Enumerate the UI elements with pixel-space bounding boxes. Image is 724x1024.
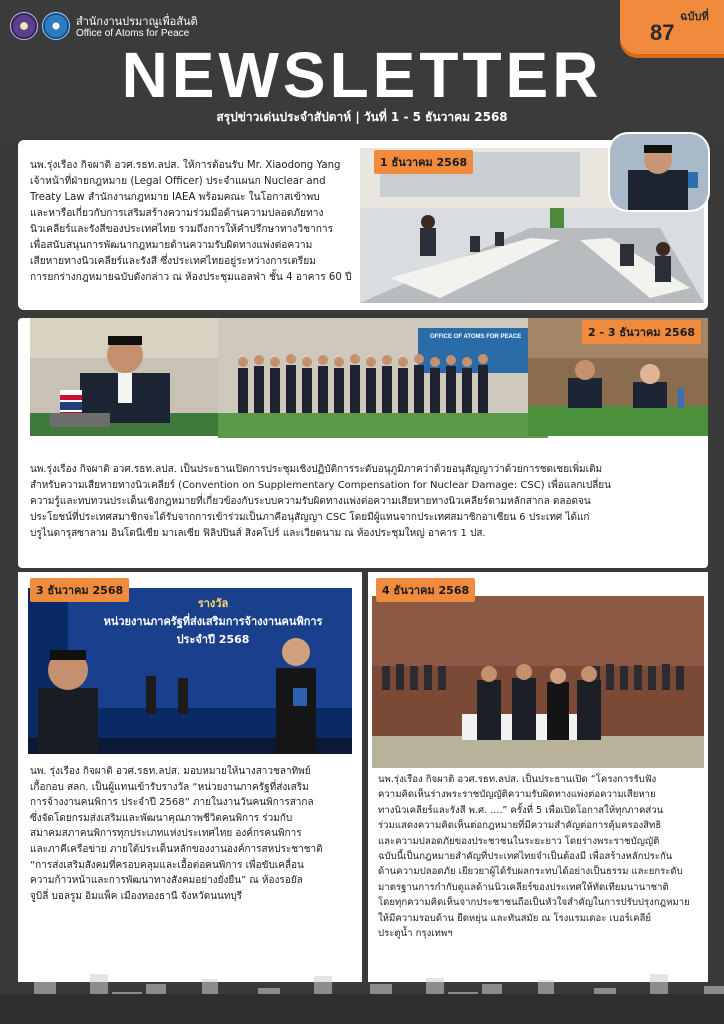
story-1-text	[30, 158, 375, 286]
oap-logo-icon	[10, 12, 38, 40]
text-line: ให้มีความรอบด้าน ยืดหยุ่น และทันสมัย ณ โรงแรมเดอะ เบอร์เคลีย์	[378, 912, 651, 924]
text-line: “การส่งเสริมสังคมที่ครอบคลุมและเอื้อต่อคนพิการ เพื่อขับเคลื่อน	[30, 859, 304, 871]
text-line: นพ. รุ่งเรือง กิจผาติ อวศ.รธท.ลปส. มอบหมายให้นางสาวชลาทิพย์	[30, 766, 311, 777]
story-2-date: 2 - 3 ธันวาคม 2568	[582, 320, 701, 344]
story-4-text	[378, 772, 708, 941]
story-panel-2	[18, 318, 708, 568]
text-line: โดยทุกความคิดเห็นจากประชาชนถือเป็นหัวใจสำคัญในการปรับปรุงกฎหมาย	[378, 897, 690, 909]
newsletter-title: NEWSLETTER	[121, 39, 603, 111]
issue-label: ฉบับที่	[680, 10, 709, 23]
text-line: และหารือเกี่ยวกับการเสริมสร้างความร่วมมือด้านความปลอดภัยทาง	[30, 208, 324, 219]
text-line: ฉบับนี้เป็นกฎหมายสำคัญที่ประเทศไทยจำเป็นต้องมี เพื่อสร้างหลักประกัน	[378, 851, 673, 863]
text-line: นิวเคลียร์และรังสีของประเทศไทย รวมถึงการให้คำปรึกษาทางวิชาการ	[30, 224, 334, 235]
text-line: สำหรับความเสียหายทางนิวเคลียร์ (Convention on Supplementary Compensation for Nuclear Damage: CSC) เพื่อแลกเปลี่ยน	[30, 480, 612, 491]
text-line: ความรู้และทบทวนประเด็นเชิงกฎหมายที่เกี่ยวข้องกับระบบความรับผิดทางแพ่งต่อความเสียหายทางนิวเคลียร์ตามหลักสากล ตลอดจน	[30, 496, 591, 507]
footer-bar	[0, 994, 724, 1024]
text-line: และความปลอดภัยของประชาชนในระยะยาว โดยร่างพระราชบัญญัติ	[378, 835, 660, 847]
text-line: ทางนิวเคลียร์และรังสี พ.ศ. ....” ครั้งที่ 5 เพื่อเปิดโอกาสให้ทุกภาคส่วน	[378, 804, 664, 816]
text-line: บรูไนดารุสซาลาม อินโดนีเซีย มาเลเซีย ฟิลิปปินส์ สิงคโปร์ และเวียดนาม ณ ห้องประชุมใหญ่ อาคาร 1 ปส.	[30, 528, 486, 539]
story-1-date: 1 ธันวาคม 2568	[374, 150, 473, 174]
text-line: เกื้อกอบ สลก. เป็นผู้แทนเข้ารับรางวัล “หน่วยงานภาครัฐที่ส่งเสริม	[30, 781, 309, 793]
text-line: มาตรฐานการกำกับดูแลด้านนิวเคลียร์ของประเทศให้ทัดเทียมนานาชาติ	[378, 881, 669, 893]
story-4-date: 4 ธันวาคม 2568	[376, 578, 475, 602]
newsletter-subtitle: สรุปข่าวเด่นประจำสัปดาห์ | วันที่ 1 - 5 ธันวาคม 2568	[216, 110, 508, 124]
text-line: สมาคมสภาคนพิการทุกประเภทแห่งประเทศไทย องค์กรคนพิการ	[30, 828, 302, 840]
text-line: และภาคีเครือข่าย ภายใต้ประเด็นหลักของงานองค์การสหประชาชาติ	[30, 843, 323, 855]
text-line: ซึ่งจัดโดยกรมส่งเสริมและพัฒนาคุณภาพชีวิตคนพิการ ร่วมกับ	[30, 812, 293, 824]
issue-number: 87	[650, 20, 675, 45]
chairman-speech-photo	[30, 318, 228, 436]
story-panel-1	[18, 140, 708, 310]
text-line: นพ.รุ่งเรือง กิจผาติ อวศ.รธท.ลปส. เป็นประธานเปิดการประชุมเชิงปฏิบัติการระดับอนุภูมิภาคว่าด้วยอนุสัญญาว่าด้วยการชดเชยเพิ่มเติม	[30, 464, 603, 475]
text-line: เจ้าหน้าที่ฝ่ายกฎหมาย (Legal Officer) ประจำแผนก Nuclear and	[30, 176, 326, 187]
org-name-thai: สำนักงานปรมาณูเพื่อสันติ	[76, 15, 198, 28]
atom-logo-icon	[42, 12, 70, 40]
story-panel-3	[18, 572, 362, 982]
text-line: ประตูน้ำ กรุงเทพฯ	[378, 928, 453, 940]
award-line-3: ประจำปี 2568	[176, 633, 250, 646]
portrait-inset-photo	[608, 132, 710, 212]
newsletter-header	[0, 0, 724, 145]
text-line: ความคิดเห็นร่างพระราชบัญญัติความรับผิดทางแพ่งต่อความเสียหาย	[378, 789, 656, 801]
text-line: การยกร่างกฎหมายฉบับดังกล่าว ณ ห้องประชุมแอลฟ่า ชั้น 4 อาคาร 60 ปี	[30, 272, 352, 283]
text-line: ประโยชน์ที่ประเทศสมาชิกจะได้รับจากการเข้าร่วมเป็นภาคีอนุสัญญา CSC โดยมีผู้แทนจากประเทศสมาชิกอาเซียน 6 ประเทศ ได้แก่	[30, 512, 590, 523]
text-line: จูบิลี่ บอลรูม อิมแพ็ค เมืองทองธานี จังหวัดนนทบุรี	[30, 890, 243, 902]
story-3-text	[30, 764, 356, 904]
text-line: นพ.รุ่งเรือง กิจผาติ อวศ.รธท.ลปส. ให้การต้อนรับ Mr. Xiaodong Yang	[30, 160, 341, 171]
org-name-english: Office of Atoms for Peace	[76, 28, 190, 39]
text-line: ร่วมแสดงความคิดเห็นต่อกฎหมายที่มีความสำคัญต่อการคุ้มครองสิทธิ	[378, 820, 662, 832]
story-3-date: 3 ธันวาคม 2568	[30, 578, 129, 602]
text-line: เพื่อสนับสนุนการพัฒนากฎหมายด้านความรับผิดทางแพ่งต่อความ	[30, 240, 313, 251]
award-line-2: หน่วยงานภาครัฐที่ส่งเสริมการจ้างงานคนพิการ	[103, 615, 323, 628]
story-2-text	[30, 462, 698, 542]
text-line: การจ้างงานคนพิการ ประจำปี 2568” ภายในงานวันคนพิการสากล	[30, 797, 314, 809]
award-line-1: รางวัล	[197, 597, 229, 610]
text-line: นพ.รุ่งเรือง กิจผาติ อวศ.รธท.ลปส. เป็นประธานเปิด “โครงการรับฟัง	[378, 774, 657, 785]
oap-banner-text: OFFICE OF ATOMS FOR PEACE	[430, 334, 522, 340]
text-line: ความก้าวหน้าและการพัฒนาทางสังคมอย่างยั่งยืน” ณ ห้องรอยัล	[30, 875, 303, 887]
text-line: ด้านความปลอดภัย เยียวยาผู้ได้รับผลกระทบได้อย่างเป็นธรรม และยกระดับ	[378, 866, 683, 878]
public-hearing-photo	[372, 596, 704, 768]
award-banner	[78, 594, 348, 648]
text-line: เสียหายทางนิวเคลียร์และรังสี ซึ่งประเทศไทยอยู่ระหว่างการเตรียม	[30, 256, 316, 267]
text-line: Treaty Law สำนักงานกฎหมาย IAEA พร้อมคณะ ในโอกาสเข้าพบ	[30, 192, 320, 203]
story-panel-4	[368, 572, 708, 982]
